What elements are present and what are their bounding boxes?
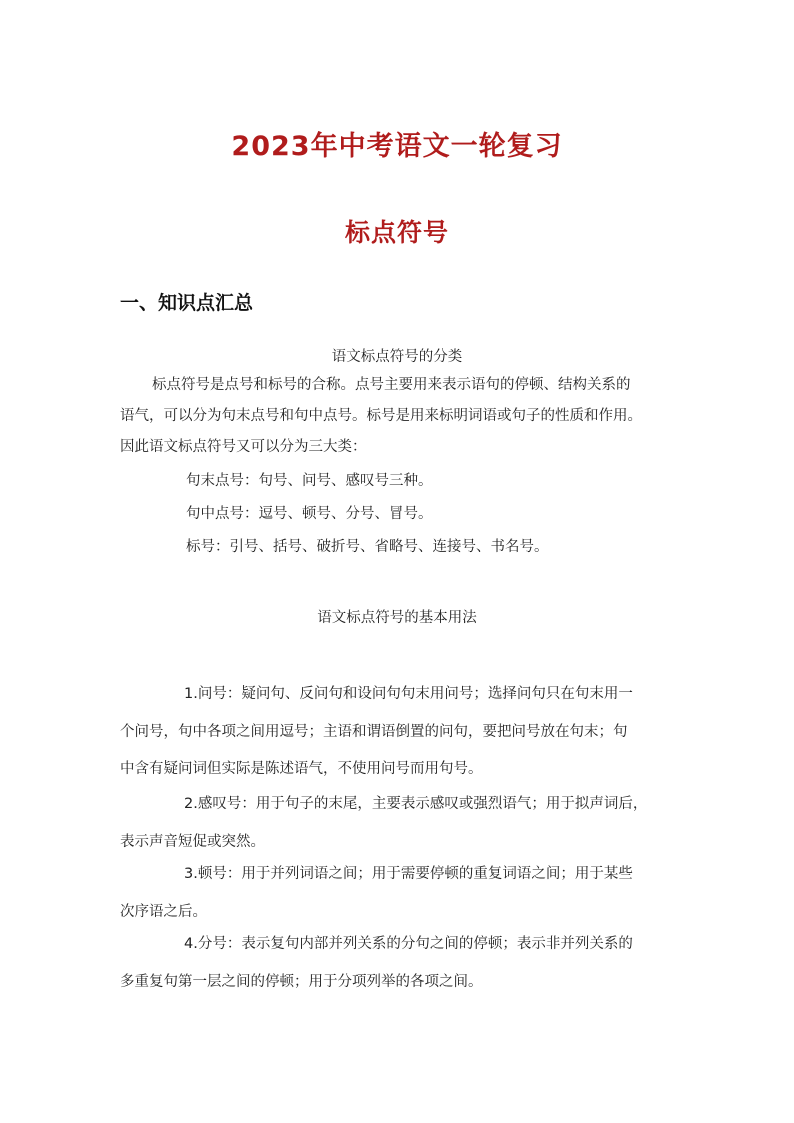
- usage-line: 次序语之后。: [120, 903, 207, 920]
- category-item: 句末点号：句号、问号、感叹号三种。: [186, 473, 433, 489]
- intro-line: 因此语文标点符号又可以分为三大类：: [120, 439, 367, 455]
- usage-line: 3.顿号：用于并列词语之间；用于需要停顿的重复词语之间；用于某些: [184, 866, 633, 882]
- usage-line: 表示声音短促或突然。: [120, 833, 265, 850]
- classification-intro: [120, 370, 676, 463]
- section-heading: 一、知识点汇总: [120, 292, 254, 314]
- document-title: 2023年中考语文一轮复习: [231, 131, 563, 162]
- document-subtitle: 标点符号: [344, 218, 449, 247]
- usage-item-question-mark: [120, 676, 676, 789]
- usage-item-exclamation-mark: [120, 786, 676, 861]
- classification-heading: 语文标点符号的分类: [331, 349, 463, 365]
- intro-line: 标点符号是点号和标号的合称。点号主要用来表示语句的停顿、结构关系的: [152, 377, 631, 393]
- usage-heading: 语文标点符号的基本用法: [317, 610, 477, 626]
- usage-line: 个问号，句中各项之间用逗号；主语和谓语倒置的问句，要把问号放在句末；句: [120, 723, 628, 740]
- usage-line: 中含有疑问词但实际是陈述语气，不使用问号而用句号。: [120, 761, 483, 777]
- usage-item-semicolon: [120, 926, 676, 1001]
- usage-line: 4.分号：表示复句内部并列关系的分句之间的停顿；表示非并列关系的: [184, 936, 633, 952]
- usage-line: 2.感叹号：用于句子的末尾，主要表示感叹或强烈语气；用于拟声词后，: [184, 796, 648, 812]
- usage-item-enumeration-comma: [120, 856, 676, 931]
- intro-line: 语气，可以分为句末点号和句中点号。标号是用来标明词语或句子的性质和作用。: [120, 408, 642, 424]
- usage-line: 多重复句第一层之间的停顿；用于分项列举的各项之间。: [120, 973, 483, 990]
- usage-line: 1.问号：疑问句、反问句和设问句句末用问号；选择问句只在句末用一: [184, 686, 633, 702]
- category-item: 句中点号：逗号、顿号、分号、冒号。: [186, 506, 433, 522]
- category-item: 标号：引号、括号、破折号、省略号、连接号、书名号。: [186, 539, 549, 555]
